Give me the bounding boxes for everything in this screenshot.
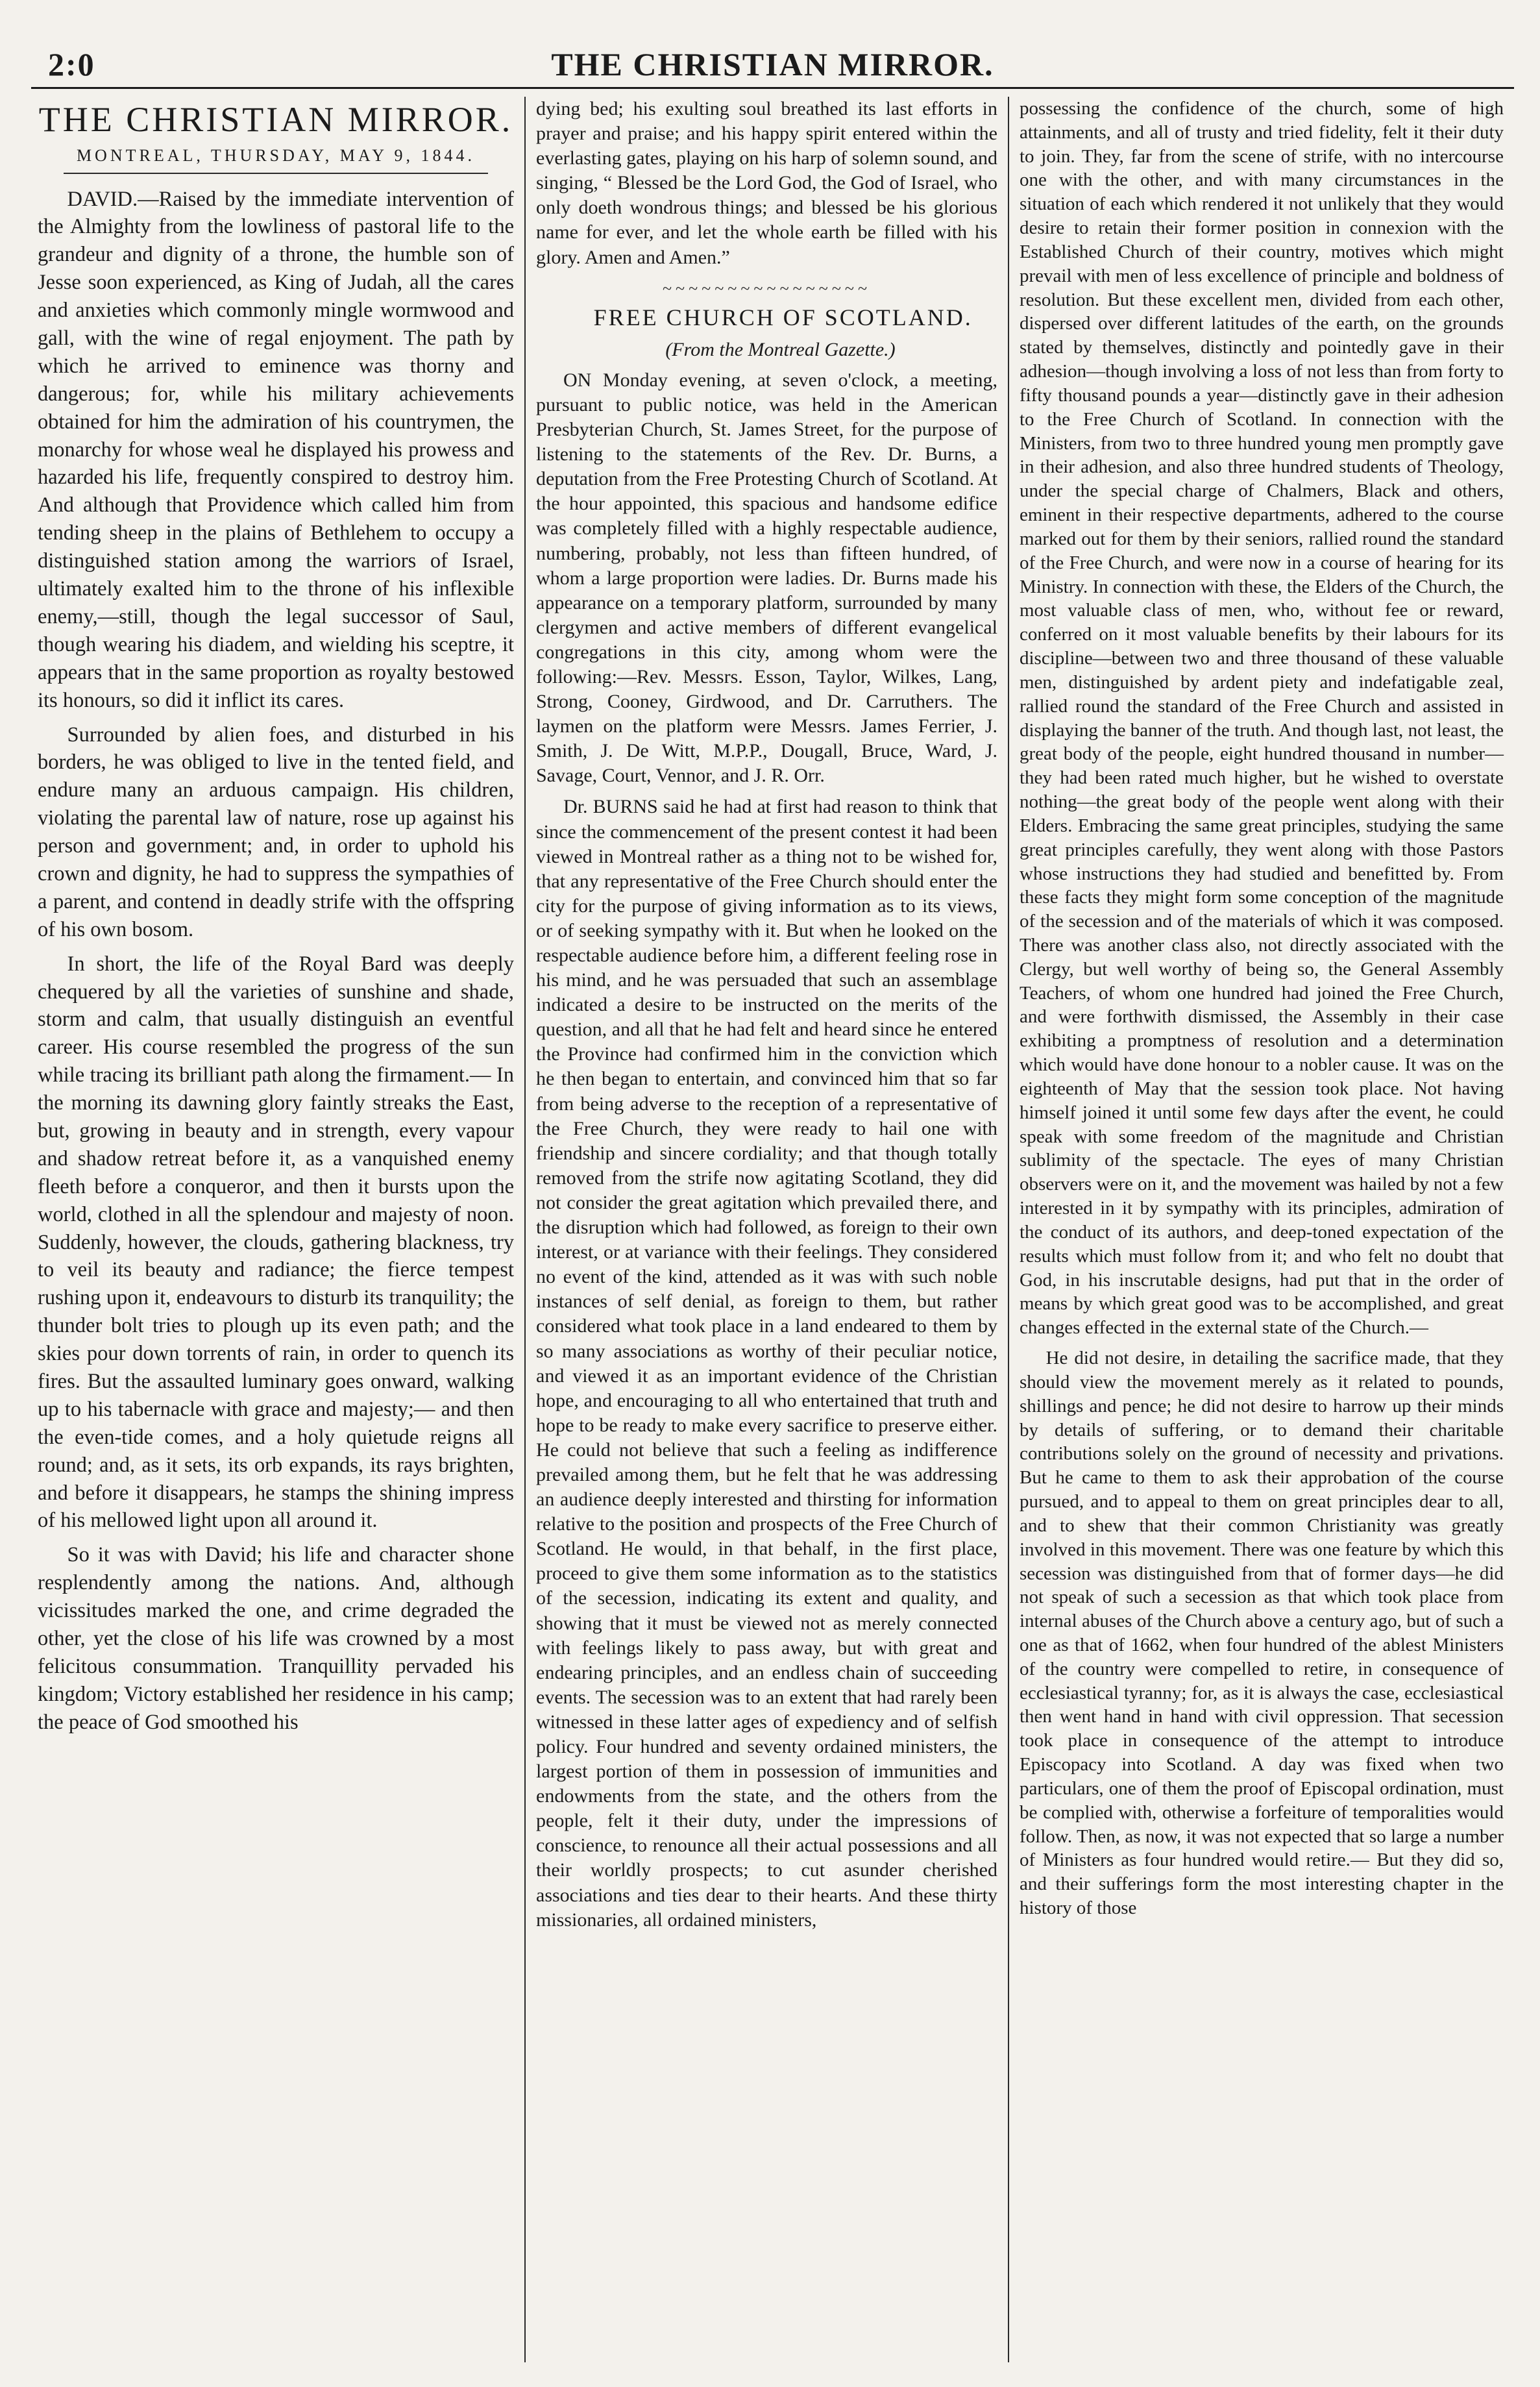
ornamental-divider: ~~~~~~~~~~~~~~~~ <box>662 278 872 298</box>
david-paragraph-4: So it was with David; his life and character shone resplendently among the nations. And, although vicissitudes marked the one, and crime degraded the other, yet the close of his life was crowned by a most felicitous consummation. Tranquillity pervaded his kingdom; Victory established her residence in his camp; the peace of God smoothed his <box>38 1543 514 1734</box>
free-church-paragraph-2: Dr. BURNS said he had at first had reason to think that since the commencement of the present contest it had been viewed in Montreal rather as a thing not to be wished for, that any representative of the Free Church should enter the city for the purpose of giving information as to its views, or of seeking sympathy with it. But when he looked on the respectable audience before him, a different feeling rose in his mind, and he was persuaded that such an assemblage indicated a desire to be instructed on the merits of the question, and all that he had felt and heard since he entered the Province had confirmed him in the conviction which he then began to entertain, and convinced him that so far from being adverse to the reception of a representative of the Free Church, they were ready to hail one with friendship and sincere cordiality; and that though totally removed from the strife now agitating Scotland, they did not consider the great agitation which prevailed there, and the disruption which had followed, as foreign to their own interest, or at variance with their feelings. They considered no event of the kind, attended as it was with such noble instances of self denial, as foreign to them, but rather considered what took place in a land endeared to them by so many associations as worthy of their peculiar notice, and viewed it as an important evidence of the Christian hope, and encouraging to all who entertained that truth and hope to be ready to make every sacrifice to preserve either. He could not believe that such a feeling as indifference prevailed among them, but he felt that he was addressing an audience deeply interested and thirsting for information relative to the position and prospects of the Free Church of Scotland. He would, in that behalf, in the first place, proceed to give them some information as to the statistics of the secession, indicating its extent and quality, and showing that it must be viewed not as merely connected with feelings likely to pass away, but with great and endearing principles, and an endless chain of succeeding events. The secession was to an extent that had rarely been witnessed in these latter ages of expediency and of selfish policy. Four hundred and seventy ordained ministers, the largest portion of them in possession of immunities and endowments from the state, and the others from the people, felt it their duty, under the impressions of conscience, to renounce all their actual possessions and all their worldly prospects; to cut asunder cherished associations and ties dear to their hearts. And these thirty missionaries, all ordained ministers, <box>536 796 997 1931</box>
free-church-paragraph-1: ON Monday evening, at seven o'clock, a meeting, pursuant to public notice, was held in the American Presbyterian Church, St. James Street, for the purpose of listening to the statements of the Rev. Dr. Burns, a deputation from the Free Protesting Church of Scotland. At the hour appointed, this spacious and handsome edifice was completely filled with a highly respectable audience, numbering, probably, not less than fifteen hundred, of whom a large proportion were ladies. Dr. Burns made his appearance on a temporary platform, surrounded by many clergymen and active members of different evangelical congregations in this city, among whom were the following:—Rev. Messrs. Esson, Taylor, Wilkes, Lang, Strong, Cooney, Girdwood, and Dr. Carruthers. The laymen on the platform were Messrs. James Ferrier, J. Smith, J. De Witt, M.P.P., Dougall, Bruce, Ward, J. Savage, Court, Vennor, and J. R. Orr. <box>536 369 997 787</box>
free-church-paragraph-4: He did not desire, in detailing the sacrifice made, that they should view the movement merely as it related to pounds, shillings and pence; he did not desire to harrow up their minds by details of suffering, or to demand their charitable contributions solely on the ground of necessity and privations. But he came to them to ask their approbation of the course pursued, and to appeal to them on great principles dear to all, and to shew that their common Christianity was greatly involved in this movement. There was one feature by which this secession was distinguished from that of former days—he did not speak of such a secession as that which took place from internal abuses of the Church above a century ago, but of such a one as that of 1662, when four hundred of the ablest Ministers of the country were compelled to retire, in consequence of ecclesiastical tyranny; for, as it is always the case, ecclesiastical then went hand in hand with civil oppression. That secession took place in consequence of the attempt to introduce Episcopacy into Scotland. A day was fixed when two particulars, one of them the proof of Episcopal ordination, must be complied with, otherwise a forfeiture of temporalities would follow. Then, as now, it was not expected that so large a number of Ministers as four hundred would retire.— But they did so, and their sufferings form the most interesting chapter in the history of those <box>1020 1348 1504 1919</box>
article-source: (From the Montreal Gazette.) <box>665 338 896 360</box>
free-church-paragraph-3: possessing the confidence of the church, some of high attainments, and all of trusty and tried fidelity, felt it their duty to join. They, far from the scene of strife, with no intercourse one with the other, and with many circumstances in the situation of each which rendered it not unlikely that they would desire to retain their former position in connexion with the Established Church of their country, motives which might prevail with men of less excellence of principle and boldness of resolution. But these excellent men, divided from each other, dispersed over different latitudes of the earth, on the grounds stated by themselves, distinctly and pointedly gave in their adhesion—though involving a loss of not less than from forty to fifty thousand pounds a year—distinctly gave in their adhesion to the Free Church of Scotland. In connection with the Ministers, from two to three hundred young men promptly gave in their adhesion, and also three hundred students of Theology, under the special charge of Chalmers, Black and others, eminent in their respective departments, adhered to the course marked out for them by their seniors, rallied round the standard of the Free Church, and were now in a course of hearing for its Ministry. In connection with these, the Elders of the Church, the most valuable class of men, who, without fee or reward, conferred on it most valuable benefits by their labours for its discipline—between two and three thousand of these valuable men, distinguished by ardent piety and indefatigable zeal, rallied round the standard of the Free Church and assisted in displaying the banner of the truth. And though last, not least, the great body of the people, eight hundred thousand in number—they had been rated much higher, but he wished to overstate nothing—the great body of the people went along with their Elders. Embracing the same great principles, studying the same great principles carefully, they went along with those Pastors whose instructions they had studied and benefitted by. From these facts they might form some conception of the magnitude of the secession and of the materials of which it was composed. There was another class also, not directly associated with the Clergy, but well worthy of being so, the General Assembly Teachers, of whom one hundred had joined the Free Church, and were forthwith dismissed, the Assembly in their case exhibiting a promptness of resolution and a determination which would have done honour to a nobler cause. It was on the eighteenth of May that the session took place. Not having himself joined it until some few days after the event, he could speak with some freedom of the magnitude and Christian sublimity of the spectacle. The eyes of many Christian observers were on it, and the movement was hailed by not a few interested in it by sympathy with its principles, admiration of the conduct of its authors, and deep-toned expectation of the results which must follow from it; and who felt no doubt that God, in his inscrutable designs, had put that in the order of means by which great good was to be accomplished, and great changes effected in the external state of the Church.— <box>1020 98 1504 1339</box>
page-number: 2:0 <box>48 46 95 82</box>
columns <box>31 97 1514 2362</box>
column-3 <box>1009 97 1514 2362</box>
column-2 <box>526 97 1009 2362</box>
david-continuation: dying bed; his exulting soul breathed its last efforts in prayer and praise; and his happy spirit entered within the everlasting gates, playing on his harp of solemn sound, and singing, “ Blessed be the Lord God, the God of Israel, who only doeth wondrous things; and blessed be his glorious name for ever, and let the whole earth be filled with his glory. Amen and Amen.” <box>536 98 997 268</box>
divider-rule <box>64 173 488 174</box>
article-title: FREE CHURCH OF SCOTLAND. <box>593 304 973 330</box>
david-paragraph-1: DAVID.—Raised by the immediate intervention of the Almighty from the lowliness of pastoral life to the grandeur and dignity of a throne, the humble son of Jesse soon experienced, as King of Judah, all the cares and anxieties which commonly mingle wormwood and gall, with the wine of regal enjoyment. The path by which he arrived to eminence was thorny and dangerous; for, while his military achievements obtained for him the admiration of his countrymen, the monarchy for whose weal he displayed his prowess and hazarded his life, frequently conspired to destroy him. And although that Providence which called him from tending sheep in the plains of Bethlehem to occupy a distinguished station among the warriors of Israel, ultimately exalted him to the throne of his inflexible enemy,—still, though the legal successor of Saul, though wearing his diadem, and wielding his sceptre, it appears that in the same proportion as royalty bestowed its honours, so did it inflict its cares. <box>38 187 514 712</box>
paper-name-header: THE CHRISTIAN MIRROR. <box>551 46 994 82</box>
masthead: THE CHRISTIAN MIRROR. <box>38 100 513 139</box>
dateline: MONTREAL, THURSDAY, MAY 9, 1844. <box>76 146 476 166</box>
david-paragraph-2: Surrounded by alien foes, and disturbed in his borders, he was obliged to live in the tented field, and endure many an arduous campaign. His children, violating the parental law of nature, rose up against his person and government; and, in order to uphold his crown and dignity, he had to suppress the sympathies of a parent, and contend in deadly strife with the offspring of his own bosom. <box>38 723 514 941</box>
column-1 <box>31 97 526 2362</box>
david-paragraph-3: In short, the life of the Royal Bard was deeply chequered by all the varieties of sunshine and shade, storm and calm, that usually distinguish an eventful career. His course resembled the progress of the sun while tracing its brilliant path along the firmament.— In the morning its dawning glory faintly streaks the East, but, growing in beauty and in strength, every vapour and shadow retreat before it, as a vanquished enemy fleeth before a conqueror, and then it bursts upon the world, clothed in all the splendour and majesty of noon. Suddenly, however, the clouds, gathering blackness, try to veil its beauty and radiance; the fierce tempest rushing upon it, endeavours to disturb its tranquility; the thunder bolt tries to plough up its even path; and the skies pour down torrents of rain, in order to quench its fires. But the assaulted luminary goes onward, walking up to his tabernacle with grace and majesty;— and then the even-tide comes, and a holy quietude reigns all round; and, as it sets, its orb expands, its rays brighten, and before it disappears, he stamps the shining impress of his mellowed light upon all around it. <box>38 952 514 1533</box>
running-head <box>31 45 1514 89</box>
